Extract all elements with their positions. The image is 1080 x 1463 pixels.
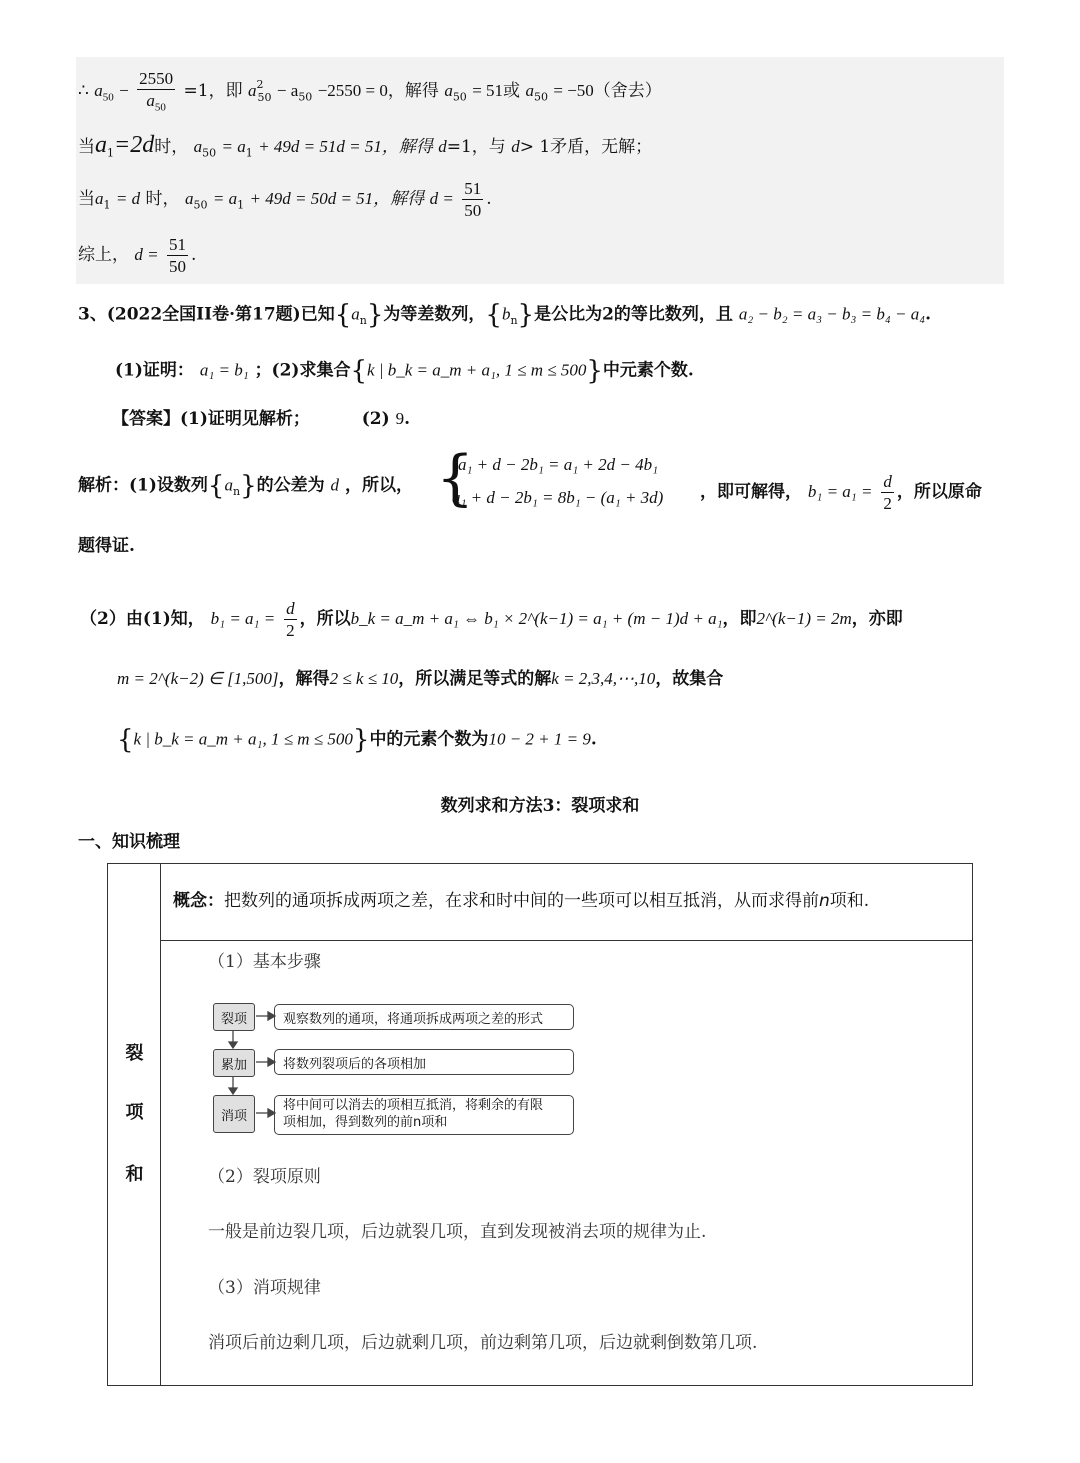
system-brace: { bbox=[436, 443, 475, 513]
flow-box-cancel: 将中间可以消去的项相互抵消，将剩余的有限 项相加，得到数列的前n项和 bbox=[274, 1095, 574, 1135]
step3-title: （3）消项规律 bbox=[208, 1278, 321, 1298]
answer-line: 【答案】(1)证明见解析； (2) 9. bbox=[112, 409, 411, 429]
solution-line-2: 当$a_1=2d$时， $a_{50} = a_1 + 49d = 51d = 51$，解得 d=1，与 d> 1矛盾，无解； bbox=[78, 132, 653, 160]
step2-text: 一般是前边裂几项，后边就裂几项，直到发现被消去项的规律为止. bbox=[208, 1222, 707, 1242]
problem-3-statement: 3、(2022全国II卷·第17题)已知$\{a_n\}$为等差数列，$\{b_n\}$是公比为2的等比数列，且 a₂ − b₂ = a₃ − b₃ = b₄ − a₄. bbox=[78, 300, 932, 330]
solution-part-1-tail: 题得证. bbox=[78, 536, 135, 556]
solution-part-2-line-2: m = 2^(k−2) ∈ [1,500]，解得2 ≤ k ≤ 10，所以满足等式的解k = 2,3,4,⋯,10，故集合 bbox=[117, 669, 724, 689]
fraction-d-over-2: $\frac{d}{2}$ bbox=[883, 472, 892, 513]
solution-part-1-result: ，即可解得， b₁ = a₁ = $\frac{d}{2}$ ，所以原命 bbox=[700, 472, 982, 513]
fraction-51-over-50: $\frac{51}{50}$ bbox=[464, 179, 482, 220]
fraction-51-over-50-final: $\frac{51}{50}$ bbox=[169, 235, 187, 276]
concept-text: 概念：把数列的通项拆成两项之差，在求和时中间的一些项可以相互抵消，从而求得前n项和. bbox=[173, 891, 870, 911]
section-heading: 一、知识梳理 bbox=[78, 832, 180, 852]
solution-part-2-line-3: {k | b_k = a_m + a₁, 1 ≤ m ≤ 500}中的元素个数为10 − 2 + 1 = 9. bbox=[117, 725, 597, 755]
solution-line-3: 当$a_1 = d$ 时， $a_{50} = a_1 + 49d = 50d = 51$，解得 d = $\frac{51}{50}$ . bbox=[78, 179, 492, 220]
left-char-1: 裂 bbox=[125, 1043, 144, 1064]
solution-conclusion-line: 综上， d = $\frac{51}{50}$ . bbox=[78, 235, 197, 276]
system-row-1: a₁ + d − 2b₁ = a₁ + 2d − 4b₁ bbox=[458, 455, 658, 474]
flow-label-sum: 累加 bbox=[213, 1049, 255, 1077]
flow-label-cancel: 消项 bbox=[213, 1095, 255, 1133]
solution-part-1: 解析：(1)设数列$\{a_n\}$的公差为 d ，所以， bbox=[78, 471, 413, 501]
knowledge-table bbox=[107, 863, 973, 1386]
section-title: 数列求和方法3：裂项求和 bbox=[440, 796, 640, 816]
fraction-d-over-2-part2: $\frac{d}{2}$ bbox=[286, 599, 295, 640]
step3-text: 消项后前边剩几项，后边就剩几项，前边剩第几项，后边就剩倒数第几项. bbox=[208, 1333, 758, 1353]
flow-box-split: 观察数列的通项，将通项拆成两项之差的形式 bbox=[274, 1004, 574, 1030]
fraction-2550-over-a50: $\frac{2550}{a_{50}}$ bbox=[139, 69, 174, 114]
solution-line-1: ∴ $a_{50}$ − $\frac{2550}{a_{50}}$ =1，即 $a^2_{50} - a_{50} -2550 = 0$，解得 $a_{50} = 51$或 $a_{50} = -50$（舍去） bbox=[78, 69, 662, 114]
problem-3-questions: (1)证明： a₁ = b₁ ；(2)求集合{k | b_k = a_m + a₁, 1 ≤ m ≤ 500}中元素个数. bbox=[115, 356, 694, 386]
system-row-2: a₁ + d − 2b₁ = 8b₁ − (a₁ + 3d) bbox=[452, 488, 664, 507]
step2-title: （2）裂项原则 bbox=[208, 1167, 321, 1187]
flow-box-sum: 将数列裂项后的各项相加 bbox=[274, 1049, 574, 1075]
flow-label-split: 裂项 bbox=[213, 1003, 255, 1031]
solution-part-2-line-1: （2）由(1)知， b₁ = a₁ = $\frac{d}{2}$ ，所以b_k = a_m + a₁ ⇔ b₁ × 2^(k−1) = a₁ + (m − 1)d + a₁，即2^(k−1) = 2m，亦即 bbox=[80, 599, 903, 640]
left-char-3: 和 bbox=[125, 1164, 144, 1185]
left-char-2: 项 bbox=[125, 1102, 144, 1123]
step1-title: （1）基本步骤 bbox=[208, 952, 321, 972]
